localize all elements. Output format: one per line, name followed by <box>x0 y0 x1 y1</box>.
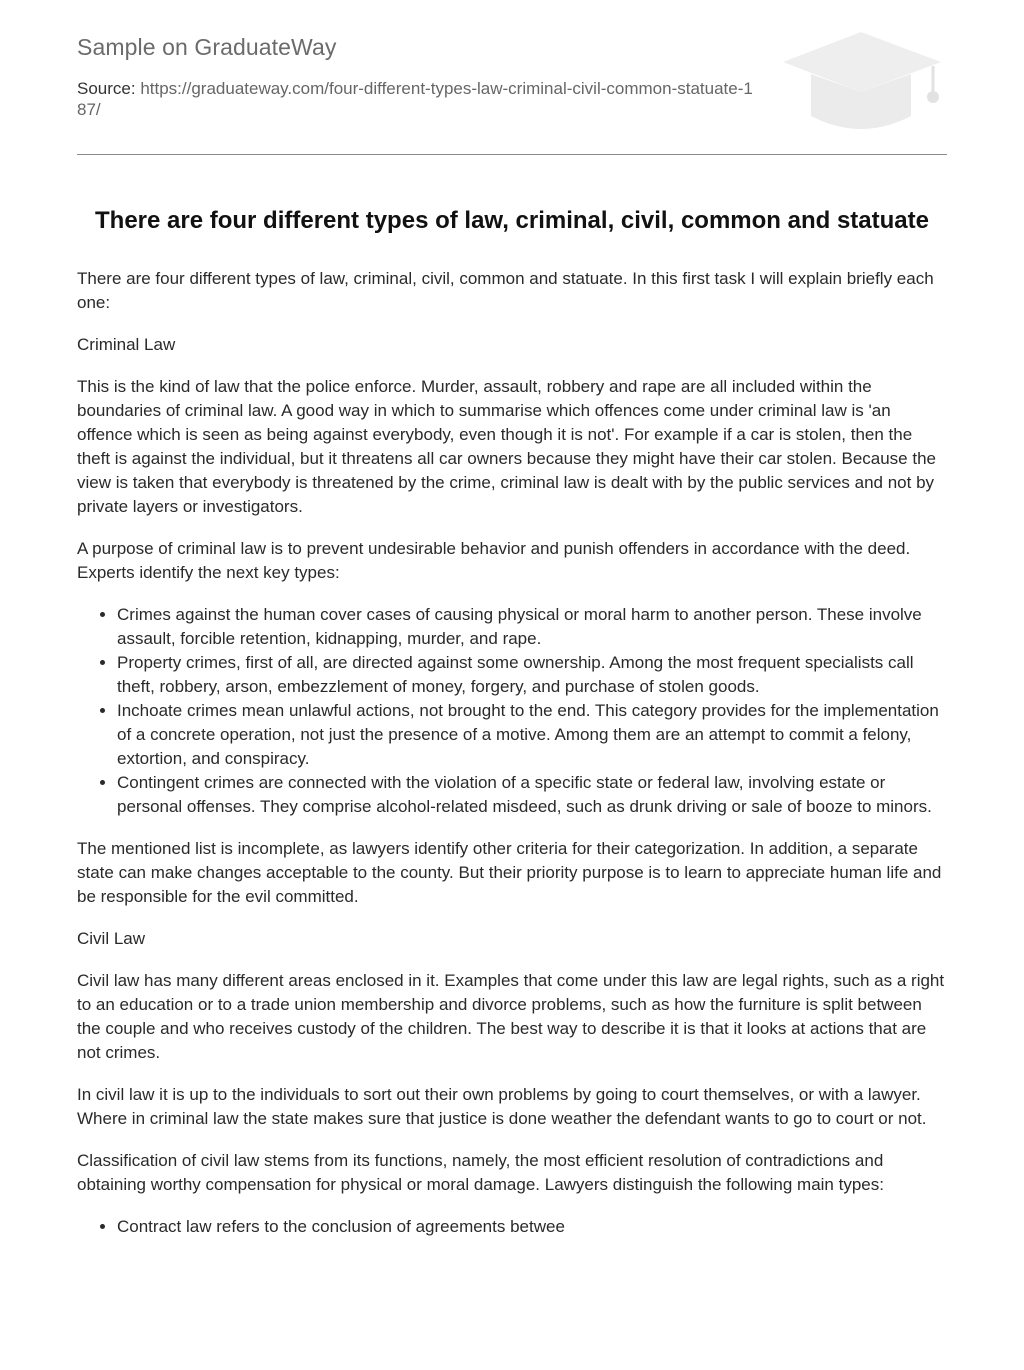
header <box>77 0 947 156</box>
intro-paragraph: There are four different types of law, criminal, civil, common and statuate. In this first task I will explain briefly each one: <box>77 269 934 312</box>
list-item: • Contract law refers to the conclusion of agreements betwee <box>117 1215 947 1239</box>
paragraph: The mentioned list is incomplete, as lawyers identify other criteria for their categorization. In addition, a separate state can make changes acceptable to the county. But their priority purpose is to learn to appreciate human life and be responsible for the evil committed. <box>77 839 942 906</box>
list-item: • Inchoate crimes mean unlawful actions, not brought to the end. This category provides for the implementation of a concrete operation, not just the presence of a motive. Among them are an attempt to commit a felony, extortion, and conspiracy. <box>117 699 947 771</box>
section-heading-civil: Civil Law <box>77 929 146 948</box>
list-item: • Crimes against the human cover cases of causing physical or moral harm to another person. These involve assault, forcible retention, kidnapping, murder, and rape. <box>117 603 947 651</box>
paragraph: Civil law has many different areas enclosed in it. Examples that come under this law are legal rights, such as a right to an education or to a trade union membership and divorce problems, such as how the furniture is split between the couple and who receives custody of the children. The best way to describe it is that it looks at actions that are not crimes. <box>77 971 945 1062</box>
paragraph: This is the kind of law that the police enforce. Murder, assault, robbery and rape are all included within the boundaries of criminal law. A good way in which to summarise which offences come under criminal law is 'an offence which is seen as being against everybody, even though it is not'. For example if a car is stolen, then the theft is against the individual, but it threatens all car owners because they might have their car stolen. Because the view is taken that everybody is threatened by the crime, criminal law is dealt with by the public services and not by private layers or investigators. <box>77 377 936 516</box>
site-title: Sample on GraduateWay <box>77 34 337 60</box>
page <box>77 0 947 1257</box>
list-item: • Property crimes, first of all, are directed against some ownership. Among the most frequent specialists call theft, robbery, arson, embezzlement of money, forgery, and purchase of stolen goods. <box>117 651 947 699</box>
source-link[interactable]: https://graduateway.com/four-different-types-law-criminal-civil-common-statuate-187/ <box>77 79 753 119</box>
document-title: There are four different types of law, criminal, civil, common and statuate <box>95 207 929 234</box>
paragraph: In civil law it is up to the individuals to sort out their own problems by going to court themselves, or with a lawyer. Where in criminal law the state makes sure that justice is done weather the defendant wants to go to court or not. <box>77 1085 927 1128</box>
source-label: Source: <box>77 79 141 98</box>
source-line <box>77 78 757 120</box>
section-heading-criminal: Criminal Law <box>77 335 176 354</box>
header-divider <box>77 154 947 155</box>
criminal-types-list <box>77 603 947 819</box>
civil-types-list <box>77 1215 947 1239</box>
graduation-cap-icon <box>781 30 947 134</box>
paragraph: A purpose of criminal law is to prevent undesirable behavior and punish offenders in accordance with the deed. Experts identify the next key types: <box>77 539 911 582</box>
paragraph: Classification of civil law stems from its functions, namely, the most efficient resolution of contradictions and obtaining worthy compensation for physical or moral damage. Lawyers distinguish the following main types: <box>77 1151 884 1194</box>
list-item: • Contingent crimes are connected with the violation of a specific state or federal law, involving estate or personal offenses. They comprise alcohol-related misdeed, such as drunk driving or sale of booze to minors. <box>117 771 947 819</box>
document-body <box>77 267 947 1239</box>
